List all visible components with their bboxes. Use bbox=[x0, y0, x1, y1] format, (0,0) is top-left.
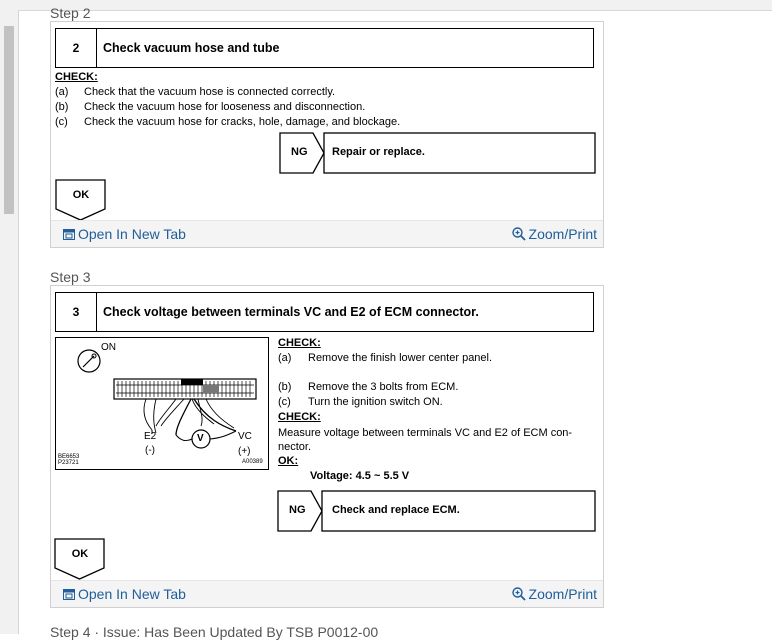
ng-arrow-shape bbox=[279, 132, 596, 174]
ng-result bbox=[279, 132, 596, 174]
step-4-label-partial: Step 4 · Issue: Has Been Updated By TSB P0012-00 bbox=[50, 624, 379, 640]
ng-label: NG bbox=[291, 146, 308, 158]
step-2-header bbox=[55, 28, 594, 68]
new-tab-icon bbox=[63, 227, 75, 243]
zoom-print-link[interactable] bbox=[512, 226, 597, 244]
ng-label: NG bbox=[289, 504, 306, 516]
ok-label: OK bbox=[72, 189, 90, 201]
fig-on-label: ON bbox=[101, 342, 116, 353]
measure-instruction-line-1: Measure voltage between terminals VC and E2 of ECM con- bbox=[278, 427, 573, 439]
check-heading-2: CHECK: bbox=[278, 411, 321, 423]
voltage-spec: Voltage: 4.5 ~ 5.5 V bbox=[310, 470, 410, 482]
zoom-print-label: Zoom/Print bbox=[528, 226, 597, 242]
new-tab-icon bbox=[63, 587, 75, 603]
ok-result bbox=[55, 179, 107, 221]
step-2-footer bbox=[51, 220, 603, 247]
step-2-label: Step 2 bbox=[50, 5, 91, 21]
check-item-text: Check the vacuum hose for cracks, hole, damage, and blockage. bbox=[84, 116, 401, 128]
step-number: 3 bbox=[56, 293, 97, 331]
fig-code-1: BE6653 bbox=[58, 454, 80, 460]
fig-meter-label: V bbox=[197, 433, 204, 444]
check-heading: CHECK: bbox=[55, 71, 98, 83]
ok-heading: OK: bbox=[278, 455, 299, 467]
zoom-icon bbox=[512, 227, 526, 244]
fig-vc-label: VC bbox=[238, 431, 252, 442]
fig-code-3: A00389 bbox=[242, 459, 263, 465]
step-3-label: Step 3 bbox=[50, 269, 91, 285]
step-3-card bbox=[50, 285, 604, 608]
check-item-text: Check the vacuum hose for looseness and disconnection. bbox=[84, 101, 366, 113]
fig-e2-sign: (-) bbox=[145, 445, 155, 456]
zoom-print-label: Zoom/Print bbox=[528, 586, 597, 602]
ecm-connector-diagram bbox=[56, 338, 268, 469]
open-in-new-tab-label: Open In New Tab bbox=[78, 226, 186, 242]
top-bar bbox=[18, 0, 772, 11]
fig-vc-sign: (+) bbox=[238, 446, 251, 457]
check-item-letter: (c) bbox=[55, 116, 68, 128]
step-3-header bbox=[55, 292, 594, 332]
check-item-text: Check that the vacuum hose is connected correctly. bbox=[84, 86, 336, 98]
open-in-new-tab-link[interactable] bbox=[63, 226, 186, 243]
fig-code-2: P23721 bbox=[58, 460, 79, 466]
step-number: 2 bbox=[56, 29, 97, 67]
check-item-text: Remove the 3 bolts from ECM. bbox=[308, 381, 459, 393]
zoom-print-link[interactable] bbox=[512, 586, 597, 604]
ng-result bbox=[277, 490, 596, 532]
open-in-new-tab-link[interactable] bbox=[63, 586, 186, 603]
check-item-letter: (a) bbox=[278, 352, 292, 364]
check-item-letter: (a) bbox=[55, 86, 69, 98]
scrollbar-thumb[interactable] bbox=[4, 26, 14, 214]
step-3-footer bbox=[51, 580, 603, 607]
ng-action: Repair or replace. bbox=[332, 146, 425, 158]
step-title: Check vacuum hose and tube bbox=[103, 41, 280, 55]
check-item-text: Remove the finish lower center panel. bbox=[308, 352, 493, 364]
fig-e2-label: E2 bbox=[144, 431, 157, 442]
check-item-letter: (c) bbox=[278, 396, 291, 408]
open-in-new-tab-label: Open In New Tab bbox=[78, 586, 186, 602]
measure-instruction-line-2: nector. bbox=[278, 441, 312, 453]
check-item-letter: (b) bbox=[278, 381, 292, 393]
check-item-text: Turn the ignition switch ON. bbox=[308, 396, 443, 408]
check-heading: CHECK: bbox=[278, 337, 321, 349]
ok-label: OK bbox=[71, 548, 89, 560]
check-item-letter: (b) bbox=[55, 101, 69, 113]
step-2-card bbox=[50, 21, 604, 248]
ecm-connector-figure bbox=[55, 337, 269, 470]
ok-result bbox=[54, 538, 106, 580]
zoom-icon bbox=[512, 587, 526, 604]
step-title: Check voltage between terminals VC and E2 of ECM connector. bbox=[103, 305, 479, 319]
ng-action: Check and replace ECM. bbox=[332, 504, 460, 516]
scrollbar-track[interactable] bbox=[0, 0, 19, 634]
